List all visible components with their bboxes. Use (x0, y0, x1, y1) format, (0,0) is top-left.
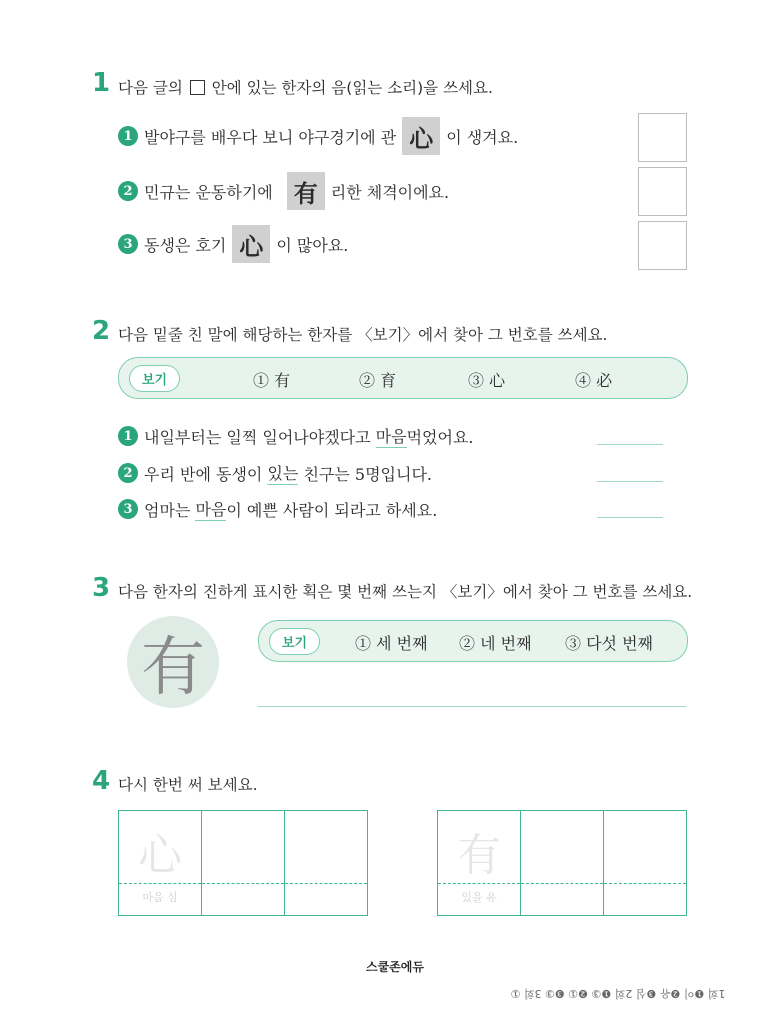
answer-line-q3[interactable] (258, 706, 686, 707)
guide-line (202, 883, 284, 884)
guide-line (285, 883, 367, 884)
instruction-post: 안에 있는 한자의 음(읽는 소리)을 쓰세요. (211, 79, 493, 97)
writing-cell-example (119, 811, 202, 915)
item-number-badge: 2 (118, 181, 138, 201)
hanja-stroke-circle: 有 (127, 616, 219, 708)
highlighted-hanja: 心 (232, 225, 270, 263)
writing-cell[interactable] (521, 811, 604, 915)
item-text-pre: 우리 반에 동생이 (144, 464, 268, 484)
instruction-pre: 다음 글의 (118, 79, 183, 97)
underlined-word: 마음 (376, 424, 407, 448)
q2-item-3 (118, 497, 437, 521)
item-number-badge: 1 (118, 126, 138, 146)
item-text-pre: 내일부터는 일찍 일어나야겠다고 (144, 427, 376, 447)
guide-line (119, 883, 201, 884)
bogi-option-4: ④ 必 (575, 371, 613, 390)
answer-box-1[interactable] (638, 113, 687, 162)
highlighted-hanja: 有 (287, 172, 325, 210)
question-2-instruction: 다음 밑줄 친 말에 해당하는 한자를 〈보기〉에서 찾아 그 번호를 쓰세요. (118, 326, 608, 344)
bogi-option-3: ③ 다섯 번째 (565, 634, 653, 653)
item-number-badge: 3 (118, 234, 138, 254)
highlighted-hanja: 心 (402, 117, 440, 155)
bogi-option-1: ① 세 번째 (355, 634, 428, 653)
writing-cell[interactable] (604, 811, 686, 915)
item-text-post: 이 많아요. (276, 235, 349, 255)
item-text-post: 먹었어요. (406, 427, 474, 447)
guide-line (521, 883, 603, 884)
question-1-instruction (118, 76, 493, 98)
blank-box-icon (190, 80, 205, 95)
answer-line-1[interactable] (597, 444, 663, 445)
guide-line (438, 883, 520, 884)
guide-line (604, 883, 686, 884)
item-text-post: 이 생겨요. (446, 127, 519, 147)
item-text-pre: 민규는 운동하기에 (144, 182, 273, 202)
bogi-option-2: ② 네 번째 (459, 634, 532, 653)
q1-item-1 (118, 117, 518, 155)
item-number-badge: 2 (118, 463, 138, 483)
answer-box-3[interactable] (638, 221, 687, 270)
question-4-instruction: 다시 한번 써 보세요. (118, 776, 258, 794)
bogi-option-2: ② 育 (359, 371, 397, 390)
hanja-caption: 있을 유 (461, 891, 497, 904)
writing-grid-1 (118, 810, 368, 916)
answer-line-2[interactable] (597, 481, 663, 482)
bogi-label: 보기 (129, 365, 180, 392)
item-text-post: 친구는 5명입니다. (298, 464, 433, 484)
bogi-option-3: ③ 心 (468, 371, 506, 390)
question-number-2: 2 (92, 316, 111, 346)
item-number-badge: 3 (118, 499, 138, 519)
underlined-word: 마음 (195, 497, 226, 521)
upside-down-answer-key: 1회 ❶이 ❷유 ❸심 2회 ❶③ ❷① ❸③ 3회 ① (510, 987, 726, 1000)
publisher-logo: 스쿨존에듀 (366, 960, 424, 974)
underlined-word: 있는 (267, 461, 298, 485)
item-text-pre: 발야구를 배우다 보니 야구경기에 관 (144, 127, 397, 147)
q1-item-3 (118, 225, 348, 263)
q2-item-1 (118, 424, 474, 448)
answer-box-2[interactable] (638, 167, 687, 216)
item-text-post: 이 예쁜 사람이 되라고 하세요. (226, 500, 438, 520)
hanja-caption: 마음 심 (142, 891, 178, 904)
item-text-pre: 엄마는 (144, 500, 196, 520)
writing-cell[interactable] (202, 811, 285, 915)
q2-item-2 (118, 461, 432, 485)
item-text-post: 리한 체격이에요. (330, 182, 450, 202)
writing-cell-example (438, 811, 521, 915)
bogi-box-q2 (118, 357, 688, 399)
q1-item-2 (118, 172, 449, 210)
question-3-instruction: 다음 한자의 진하게 표시한 획은 몇 번째 쓰는지 〈보기〉에서 찾아 그 번호를 쓰세요. (118, 583, 693, 601)
question-number-4: 4 (92, 766, 111, 796)
question-number-1: 1 (92, 68, 111, 98)
ghost-hanja: 有 (457, 830, 501, 881)
writing-cell[interactable] (285, 811, 367, 915)
bogi-option-1: ① 有 (253, 371, 291, 390)
question-number-3: 3 (92, 573, 111, 603)
item-number-badge: 1 (118, 426, 138, 446)
item-text-pre: 동생은 호기 (144, 235, 227, 255)
bogi-label: 보기 (269, 628, 320, 655)
writing-grid-2 (437, 810, 687, 916)
ghost-hanja: 心 (138, 830, 182, 881)
answer-line-3[interactable] (597, 517, 663, 518)
bogi-box-q3 (258, 620, 688, 662)
